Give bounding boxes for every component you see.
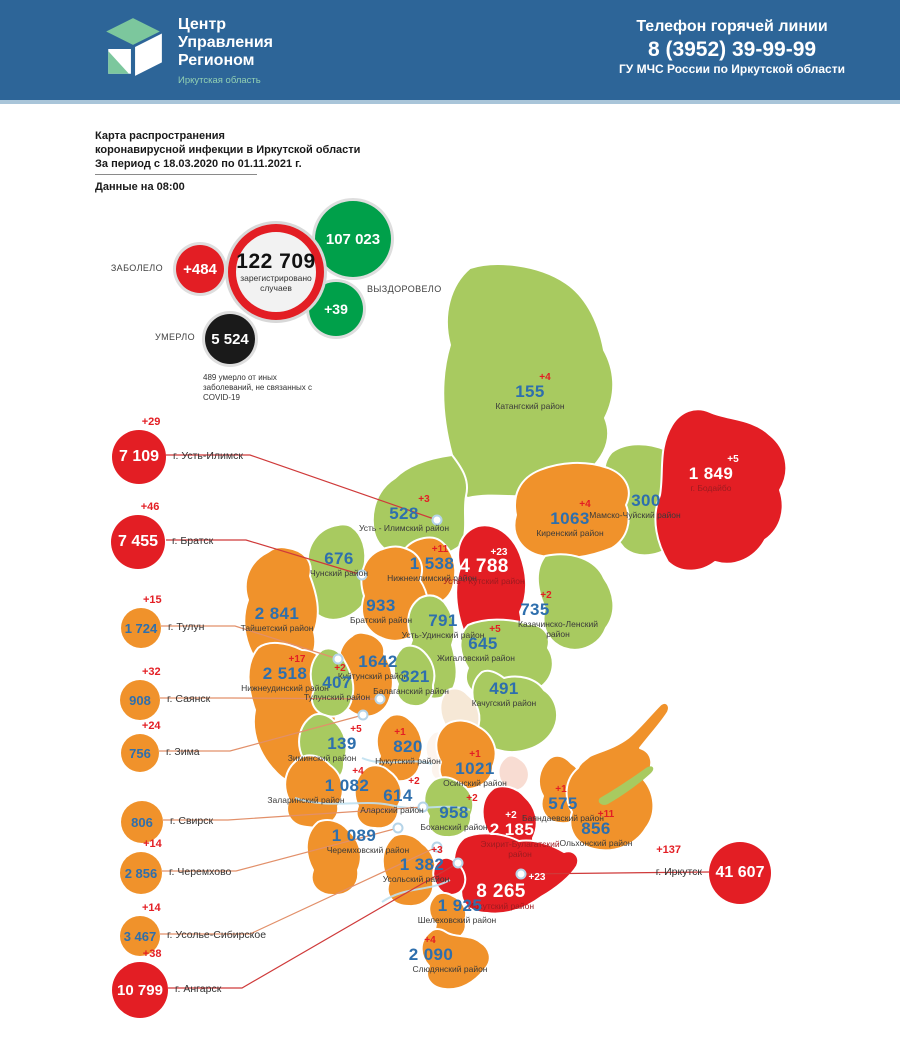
city-delta: +15 — [143, 594, 162, 606]
city-bubble: 10 799 — [112, 962, 168, 1018]
district-label-kuytunsky: 1642 Куйтунский район — [337, 652, 409, 681]
city-name: г. Ангарск — [175, 982, 222, 995]
district-label-bratsky: 933 Братский район — [349, 596, 413, 625]
city-bubble: 908 — [120, 680, 160, 720]
city-delta: +14 — [142, 902, 161, 914]
city-bubble: 7 109 — [112, 430, 166, 484]
recovered-label: ВЫЗДОРОВЕЛО — [367, 284, 442, 294]
infected-label: ЗАБОЛЕЛО — [110, 263, 163, 273]
city-delta: +29 — [141, 416, 161, 428]
header — [0, 0, 900, 104]
died-total-circle: 5 524 — [205, 314, 255, 364]
city-bubble: 756 — [121, 734, 159, 772]
city-marker-bratsk — [111, 501, 214, 569]
city-marker-angarsk — [112, 948, 222, 1018]
logo-text — [178, 16, 273, 86]
city-marker-ust-ilimsk — [112, 416, 243, 484]
city-delta: +46 — [140, 501, 160, 513]
city-marker-cheremkhovo — [120, 838, 232, 894]
district-label-usolsky: +3 1 382 Усольский район — [382, 845, 450, 884]
district-label-zhigalovsky: +5 645 Жигаловский район — [437, 624, 515, 663]
district-label-balagansky: 321 Балаганский район — [373, 667, 449, 696]
district-label-zalarinsky: +4 1 082 Заларинский район — [267, 766, 370, 805]
city-delta: +24 — [141, 720, 161, 732]
registered-caption: зарегистрировано случаев — [240, 273, 312, 293]
city-name: г. Черемхово — [169, 865, 232, 878]
city-delta: +137 — [656, 844, 681, 856]
district-label-katangsky: +4 155 Катангский район — [495, 372, 565, 411]
city-marker-tulun — [121, 594, 205, 648]
died-footnote: 489 умерло от иных заболеваний, не связанных с COVID-19 — [203, 373, 313, 402]
hotline-org: ГУ МЧС России по Иркутской области — [619, 62, 845, 76]
city-name: г. Усолье-Сибирское — [167, 928, 267, 941]
city-bubble: 1 724 — [121, 608, 161, 648]
city-name: г. Зима — [166, 745, 200, 758]
infected-delta-circle: +484 — [176, 245, 224, 293]
city-name: г. Иркутск — [655, 865, 702, 878]
logo-title-line: Центр — [178, 16, 227, 33]
city-marker-svirsk — [121, 801, 214, 843]
title-line: Карта распространения — [95, 130, 225, 142]
district-label-nukutsky: +1 820 Нукутский район — [375, 727, 441, 766]
title-line: коронавирусной инфекции в Иркутской области — [95, 144, 361, 156]
city-name: г. Свирск — [170, 814, 214, 827]
district-label-osinsky: +1 1021 Осинский район — [443, 749, 507, 788]
city-marker-sayansk — [120, 666, 211, 720]
city-bubble: 41 607 — [709, 842, 771, 904]
city-bubble: 2 856 — [120, 852, 162, 894]
district-label-ekhirit-bulagatsky: +2 2 185 Эхирит-Булагатский район — [480, 810, 560, 859]
district-label-chunsky: 676 Чунский район — [309, 549, 369, 578]
city-name: г. Усть-Илимск — [173, 449, 243, 462]
died-label: УМЕРЛО — [154, 332, 195, 342]
district-label-kirensky: +4 1063 Киренский район — [536, 499, 604, 538]
map-title — [95, 129, 360, 175]
district-label-ust-udinsky: 791 Усть-Удинский район — [401, 611, 485, 640]
title-underline — [95, 174, 257, 175]
recovered-total-circle: 107 023 — [315, 201, 391, 277]
district-label-kazachinsko-lensky: +2 735 Казачинско-Ленский район — [518, 590, 598, 639]
district-label-bokhansky: +2 958 Боханский район — [420, 793, 488, 832]
city-name: г. Тулун — [168, 620, 205, 633]
data-time-label: Данные на 08:00 — [95, 181, 185, 193]
district-label-irkutsky: +23 8 265 Иркутский район — [467, 872, 546, 911]
city-delta: +38 — [142, 948, 162, 960]
city-bubble: 3 467 — [120, 916, 160, 956]
district-label-alarsky: +2 614 Аларский район — [360, 776, 424, 815]
registered-total: 122 709 — [236, 250, 316, 273]
district-label-ziminsky: +5 139 Зиминский район — [287, 724, 362, 763]
city-delta: +14 — [143, 838, 162, 850]
city-name: г. Саянск — [167, 692, 211, 705]
registered-total-circle — [228, 224, 324, 320]
district-label-shelekhovsky: 1 925 Шелеховский район — [417, 896, 497, 925]
district-label-kachugsky: 491 Качугский район — [471, 679, 537, 708]
district-label-nizhneudinsky: +17 2 518 Нижнеудинский район — [241, 654, 329, 693]
district-label-nizhneilimsky: +11 1 538 Нижнеилимский район — [387, 544, 477, 583]
title-line: За период с 18.03.2020 по 01.11.2021 г. — [95, 158, 302, 170]
hotline-block — [582, 17, 882, 77]
district-label-ust-ilimsky: +3 528 Усть - Илимский район — [358, 494, 450, 533]
logo-title-line: Регионом — [178, 52, 255, 69]
city-name: г. Братск — [172, 534, 214, 547]
district-label-olkhonsky: +11 856 Ольхонский район — [559, 809, 633, 848]
district-label-mamsko-chuysky: 300 Мамско-Чуйский район — [589, 491, 681, 520]
district-label-slyudyansky: +4 2 090 Слюдянский район — [408, 935, 488, 974]
hotline-phone: 8 (3952) 39-99-99 — [647, 38, 817, 61]
city-marker-irkutsk — [655, 842, 771, 904]
city-bubble: 806 — [121, 801, 163, 843]
district-label-taishetsky: 2 841 Тайшетский район — [240, 604, 314, 633]
district-label-bodaibo: +5 1 849 г. Бодайбо — [688, 454, 739, 493]
city-bubble: 7 455 — [111, 515, 165, 569]
district-label-bayandaevsky: +1 575 Баяндаевский район — [522, 784, 604, 823]
city-marker-zima — [121, 720, 200, 772]
hotline-label: Телефон горячей линии — [636, 18, 828, 35]
cur-logo-icon — [100, 16, 166, 82]
recovered-delta-circle: +39 — [309, 282, 363, 336]
district-label-ust-kutsky: +23 4 788 Усть - Кутский район — [443, 547, 525, 586]
district-label-cheremkhovsky: 1 089 Черемховский район — [326, 826, 410, 855]
city-delta: +32 — [142, 666, 161, 678]
logo-subtitle: Иркутская область — [178, 75, 261, 86]
logo-title-line: Управления — [178, 34, 273, 51]
district-label-tulunsky: +2 407 Тулунский район — [303, 663, 371, 702]
